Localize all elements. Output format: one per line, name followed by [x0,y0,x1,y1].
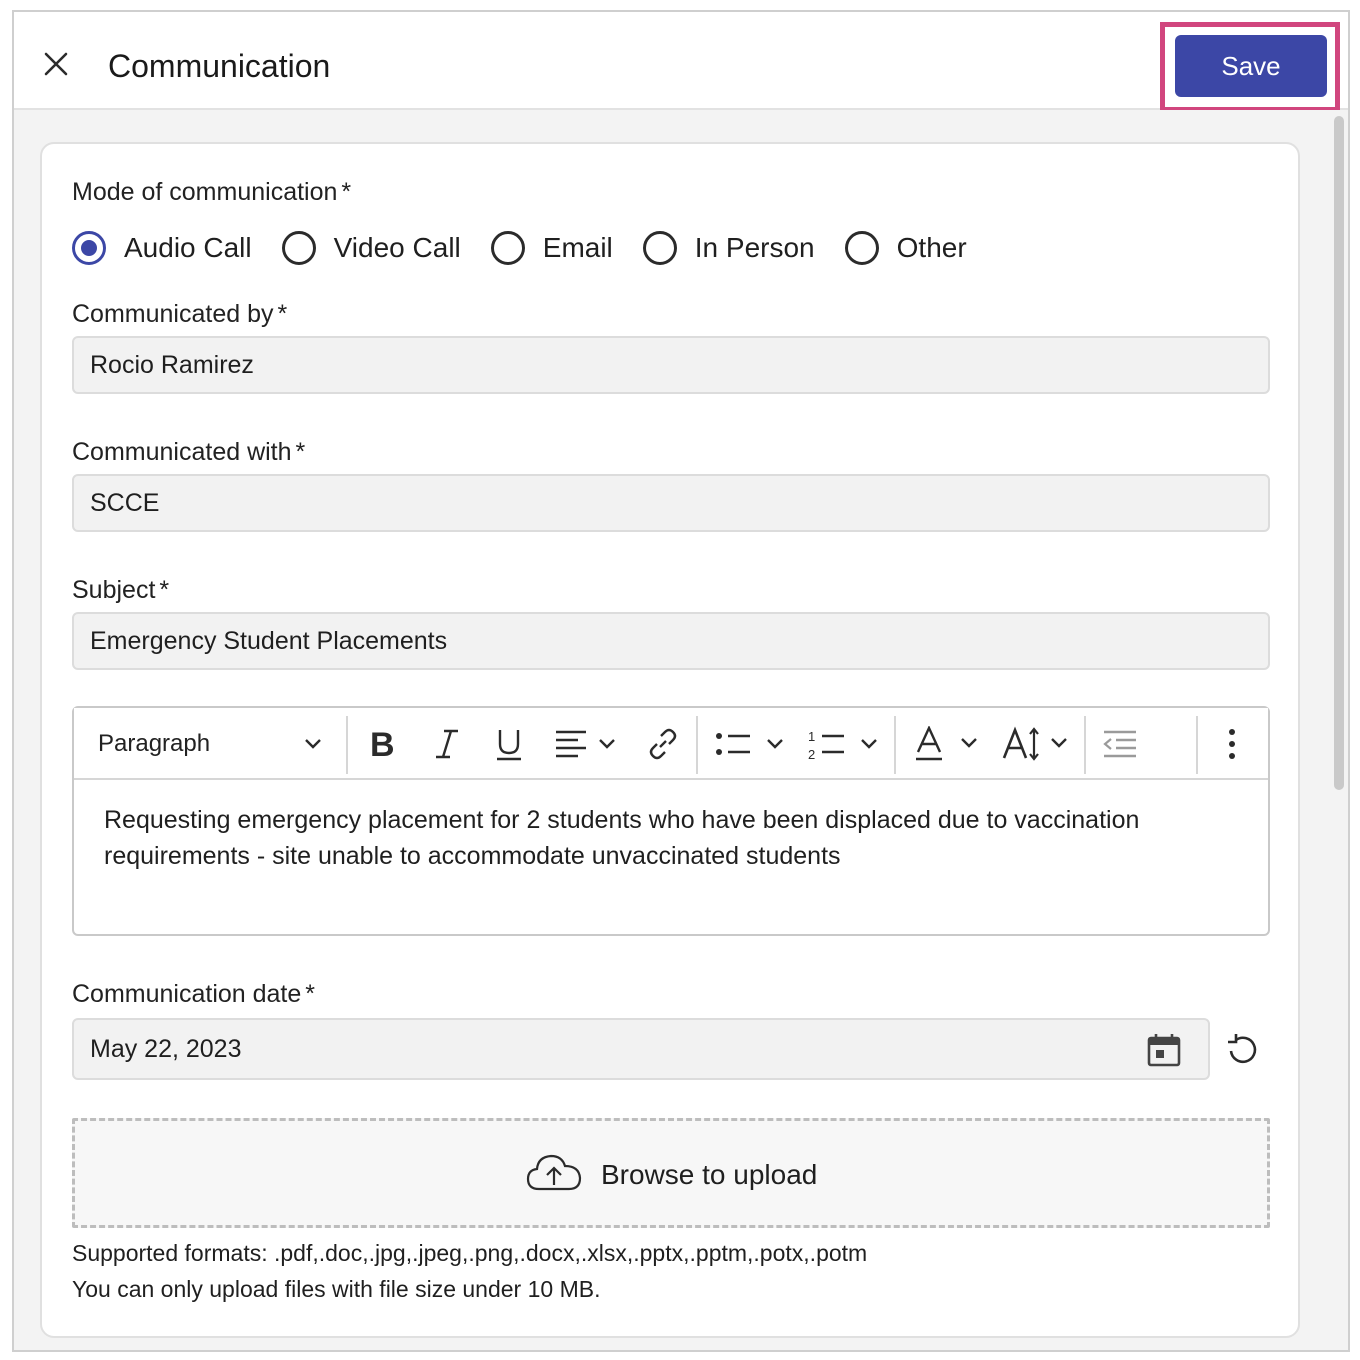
bullet-list-icon[interactable] [714,722,788,766]
chevron-down-icon [302,732,324,759]
italic-icon[interactable] [432,722,462,766]
numbered-list-icon[interactable] [808,722,882,766]
save-button[interactable]: Save [1175,35,1327,97]
calendar-icon[interactable] [1146,1032,1182,1068]
radio-other[interactable] [845,231,967,265]
paragraph-style-value: Paragraph [98,730,211,757]
communicated-with-field[interactable]: SCCE [72,474,1270,532]
radio-label: Other [896,232,967,263]
upload-content [525,1151,817,1198]
outdent-icon[interactable] [1102,722,1138,766]
communicated-with-label: Communicated with * [72,438,306,466]
communicated-by-field[interactable]: Rocio Ramirez [72,336,1270,394]
radio-icon[interactable] [282,231,316,265]
font-color-icon[interactable] [914,722,984,766]
radio-label: In Person [694,232,815,263]
toolbar-divider [894,716,896,774]
communication-date-label: Communication date * [72,980,316,1008]
align-icon[interactable] [554,722,618,766]
radio-icon[interactable] [643,231,677,265]
underline-icon[interactable] [494,722,524,766]
reset-icon[interactable] [1224,1032,1260,1068]
dialog-title: Communication [108,48,331,84]
toolbar-divider [1084,716,1086,774]
mode-radio-group [72,226,997,270]
radio-icon[interactable] [491,231,525,265]
form-card [40,142,1300,1338]
toolbar-divider [696,716,698,774]
radio-label: Email [542,232,613,263]
radio-icon[interactable] [845,231,879,265]
close-icon[interactable] [40,48,72,80]
radio-video-call[interactable] [282,231,461,265]
upload-label: Browse to upload [601,1158,818,1190]
toolbar-divider [346,716,348,774]
editor-content[interactable]: Requesting emergency placement for 2 students who have been displaced due to vaccination requirements - site unable to accommodate unvaccinated students [104,806,1140,870]
date-value: May 22, 2023 [90,1035,242,1063]
rich-text-editor [72,706,1270,936]
file-size-note: You can only upload files with file size under 10 MB. [72,1276,601,1302]
scrollbar[interactable] [1334,116,1344,790]
link-icon[interactable] [646,722,680,766]
radio-label: Audio Call [124,232,252,263]
svg-text:2: 2 [808,747,816,761]
toolbar-divider [1196,716,1198,774]
svg-text:1: 1 [808,729,816,744]
supported-formats-text: Supported formats: .pdf,.doc,.jpg,.jpeg,.png,.docx,.xlsx,.pptx,.pptm,.potx,.potm [72,1240,868,1266]
radio-email[interactable] [491,231,613,265]
mode-label: Mode of communication * [72,178,352,206]
svg-text:B: B [370,727,395,761]
communication-date-field[interactable] [72,1018,1210,1080]
editor-toolbar [74,708,1268,780]
more-icon[interactable] [1222,722,1242,766]
subject-label: Subject * [72,576,170,604]
dialog-header [14,12,1348,110]
radio-selected-icon[interactable] [72,231,106,265]
communication-dialog [12,10,1350,1352]
font-size-icon[interactable] [1002,722,1072,766]
radio-audio-call[interactable] [72,231,252,265]
bold-icon[interactable] [368,722,398,766]
cloud-upload-icon [525,1151,583,1198]
dialog-body [14,110,1348,1352]
radio-in-person[interactable] [643,231,815,265]
upload-dropzone[interactable] [72,1118,1270,1228]
paragraph-style-select[interactable] [98,722,328,766]
subject-field[interactable]: Emergency Student Placements [72,612,1270,670]
communicated-by-label: Communicated by * [72,300,288,328]
radio-label: Video Call [333,232,461,263]
